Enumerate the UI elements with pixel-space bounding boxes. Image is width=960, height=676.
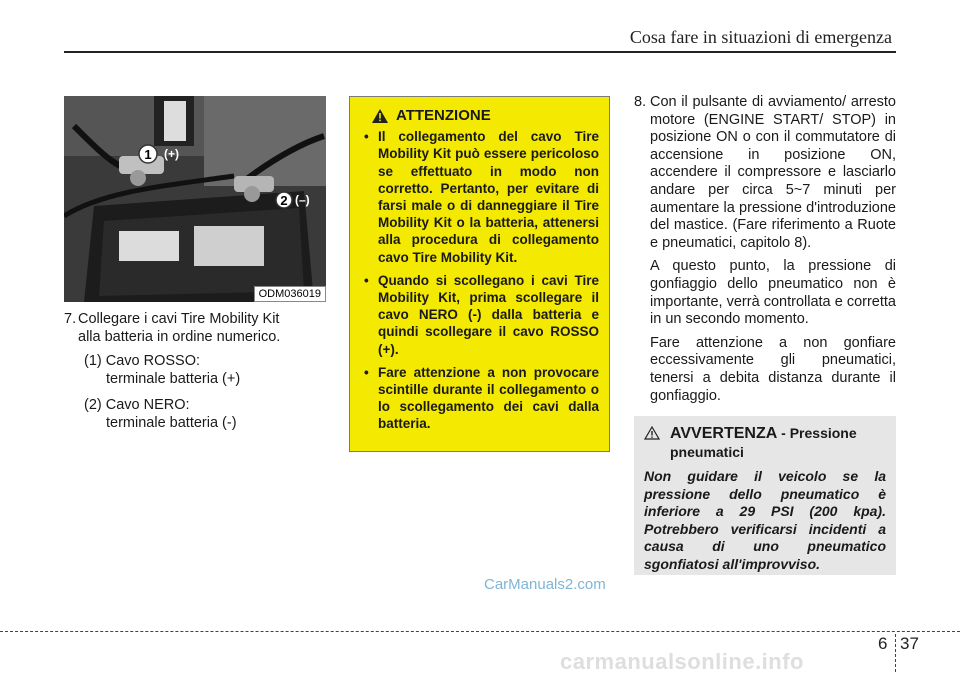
chapter-number: 6	[878, 634, 888, 653]
attention-header	[372, 107, 599, 124]
warning-outline-icon	[644, 426, 660, 440]
header-rule	[64, 51, 896, 53]
footer-rule	[0, 631, 960, 632]
attention-list	[364, 128, 599, 432]
step-8-text: Con il pulsante di avviamento/ arresto motore (ENGINE START/ STOP) in posizione ON o con il commutatore di accensione in posizione ON, accendere il compressore e lasciarlo andare per circa 5~7 minuti per aumentare la pressione d'introduzione del mastice. (Fare riferimento a Ruote e pneumatici, capitolo 8).	[650, 94, 896, 251]
step-8-block	[634, 94, 896, 411]
battery-photo	[64, 96, 326, 302]
step-7-line2: alla batteria in ordine numerico.	[78, 329, 281, 345]
watermark: CarManuals2.com	[484, 576, 606, 593]
pressure-note: A questo punto, la pressione di gonfiaggio dello pneumatico non è importante, verrà controllata e corretta in un secondo momento.	[650, 258, 896, 328]
callout-1: 1	[144, 147, 152, 162]
warning-triangle-icon	[372, 109, 388, 123]
attention-item: • Fare attenzione a non provocare scintille durante il collegamento o lo scollegamento dei cavi dalla batteria.	[364, 364, 599, 433]
callout-2: 2	[280, 193, 288, 208]
attention-box	[349, 96, 610, 452]
header-title: Cosa fare in situazioni di emergenza	[629, 27, 892, 47]
step-7-line1: Collegare i cavi Tire Mobility Kit	[78, 311, 280, 327]
callout-1-symbol: (+)	[164, 147, 179, 161]
step-7	[64, 310, 326, 346]
black-cable-label: (2) Cavo NERO:	[84, 397, 190, 413]
step-7-number: 7.	[64, 311, 77, 327]
footer-site-mark: carmanualsonline.info	[560, 649, 804, 674]
attention-item: • Quando si scollegano i cavi Tire Mobility Kit, prima scollegare il cavo NERO (-) dalla batteria e quindi scollegare il cavo ROSSO (+).	[364, 272, 599, 358]
avvertenza-box	[634, 416, 896, 575]
page-separator	[895, 634, 896, 672]
avvertenza-title: AVVERTENZA	[670, 425, 778, 442]
step-8-number: 8.	[634, 94, 647, 110]
avvertenza-subtitle: - Pressione pneumatici	[670, 425, 857, 460]
step-8	[634, 94, 896, 252]
black-cable-detail: terminale batteria (-)	[106, 415, 237, 431]
attention-item: • Il collegamento del cavo Tire Mobility Kit può essere pericoloso se effettuato in modo non corretto. Pertanto, per evitare di farsi male o di danneggiare il Tire Mobility Kit o la batteria, attenersi alla procedura di collegamento cavo Tire Mobility Kit.	[364, 128, 599, 266]
sub-item-red-cable	[64, 352, 326, 388]
inflation-note: Fare attenzione a non gonfiare eccessivamente gli pneumatici, tenersi a debita distanza durante il gonfiaggio.	[650, 334, 896, 404]
sub-item-black-cable	[64, 396, 326, 432]
avvertenza-body: Non guidare il veicolo se la pressione dello pneumatico è inferiore a 29 PSI (200 kpa). Potrebbero verificarsi incidenti a causa di uno pneumatico sgonfiatosi all'improvviso.	[644, 468, 886, 572]
photo-code: ODM036019	[254, 286, 326, 302]
avvertenza-header	[644, 424, 886, 462]
callout-2-symbol: (–)	[295, 193, 310, 207]
attention-title: ATTENZIONE	[396, 107, 491, 124]
step-7-block	[64, 310, 326, 432]
red-cable-detail: terminale batteria (+)	[106, 371, 241, 387]
red-cable-label: (1) Cavo ROSSO:	[84, 353, 201, 369]
page-number: 37	[900, 634, 919, 653]
